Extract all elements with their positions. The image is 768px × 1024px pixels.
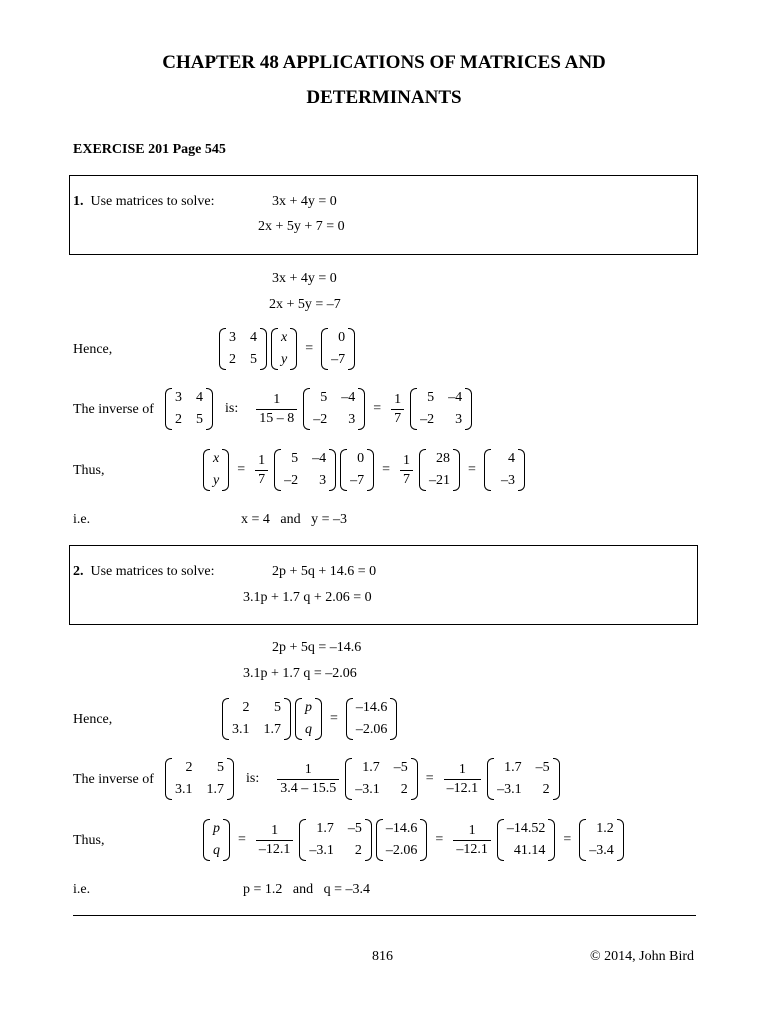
problem-1-answer: x = 4 and y = –3: [241, 512, 348, 527]
problem-1-ie-label: i.e.: [73, 512, 91, 527]
problem-2-equation-2: 3.1p + 1.7 q + 2.06 = 0: [243, 590, 372, 605]
problem-1-equation-1: 3x + 4y = 0: [272, 194, 337, 209]
product-vector: 28 –21: [419, 449, 460, 491]
footer-divider: [73, 915, 696, 916]
problem-2-statement: [73, 564, 215, 580]
problem-2-box: [69, 545, 698, 625]
problem-1-hence-label: Hence,: [73, 342, 113, 357]
problem-2-thus-label: Thus,: [73, 833, 105, 848]
problem-2-answer: p = 1.2 and q = –3.4: [243, 882, 371, 897]
problem-2-solution-equation: p q = $\frac{1}{-12.1}$ 1.7 –5 –3.1 2 –14.6 –2.06 = $\frac{1}{-12.1}$ –14.52 41.14 = 1.2 –3.4: [203, 819, 624, 861]
adjoint-matrix: 5 –4 –2 3: [303, 388, 365, 430]
problem-1-hence-equation: 3 4 2 5 x y = 0 –7: [219, 328, 355, 370]
problem-2-prompt: Use matrices to solve:: [90, 564, 215, 579]
problem-1-rearranged-1: 3x + 4y = 0: [272, 271, 337, 286]
rhs-vector: 0 –7: [321, 328, 355, 370]
result-vector: 4 –3: [484, 449, 525, 491]
page-title-line-2: DETERMINANTS: [306, 87, 462, 108]
problem-2-equation-1: 2p + 5q + 14.6 = 0: [272, 564, 377, 579]
page-title-line-1: CHAPTER 48 APPLICATIONS OF MATRICES AND: [162, 52, 606, 73]
problem-2-inverse-label: The inverse of: [73, 772, 154, 787]
coefficient-matrix: 3 4 2 5: [219, 328, 267, 370]
problem-2-number: 2.: [73, 564, 84, 579]
problem-1-rearranged-2: 2x + 5y = –7: [269, 297, 341, 312]
problem-1-number: 1.: [73, 194, 84, 209]
exercise-heading: EXERCISE 201 Page 545: [73, 142, 226, 157]
problem-2-inverse-equation: 2 5 3.1 1.7 is: $\frac{1}{3.4 - 15.5}$ 1.7 –5 –3.1 2 = $\frac{1}{-12.1}$ 1.7 –5 –3.1 2: [165, 758, 560, 800]
problem-1-box: [69, 175, 698, 255]
problem-1-solution-equation: x y = $\frac{1}{7}$ 5 –4 –2 3 0 –7 = $\frac{1}{7}$ 28 –21 = 4 –3: [203, 449, 525, 491]
problem-2-hence-equation: 2 5 3.1 1.7 p q = –14.6 –2.06: [222, 698, 397, 740]
problem-1-inverse-equation: 3 4 2 5 is: $\frac{1}{15 - 8}$ 5 –4 –2 3 = $\frac{1}{7}$ 5 –4 –2 3: [165, 388, 472, 430]
problem-1-equation-2: 2x + 5y + 7 = 0: [258, 219, 345, 234]
determinant-fraction: $\frac{1}{15 - 8}$: [256, 392, 297, 427]
problem-2-hence-label: Hence,: [73, 712, 113, 727]
problem-1-statement: [73, 194, 215, 210]
problem-1-prompt: Use matrices to solve:: [90, 194, 215, 209]
page-number: 816: [372, 949, 393, 964]
problem-1-thus-label: Thus,: [73, 463, 105, 478]
variable-vector: x y: [271, 328, 297, 370]
problem-2-rearranged-1: 2p + 5q = –14.6: [272, 640, 362, 655]
problem-1-inverse-label: The inverse of: [73, 402, 154, 417]
problem-2-ie-label: i.e.: [73, 882, 91, 897]
copyright-notice: © 2014, John Bird: [590, 949, 694, 964]
problem-2-rearranged-2: 3.1p + 1.7 q = –2.06: [243, 666, 357, 681]
